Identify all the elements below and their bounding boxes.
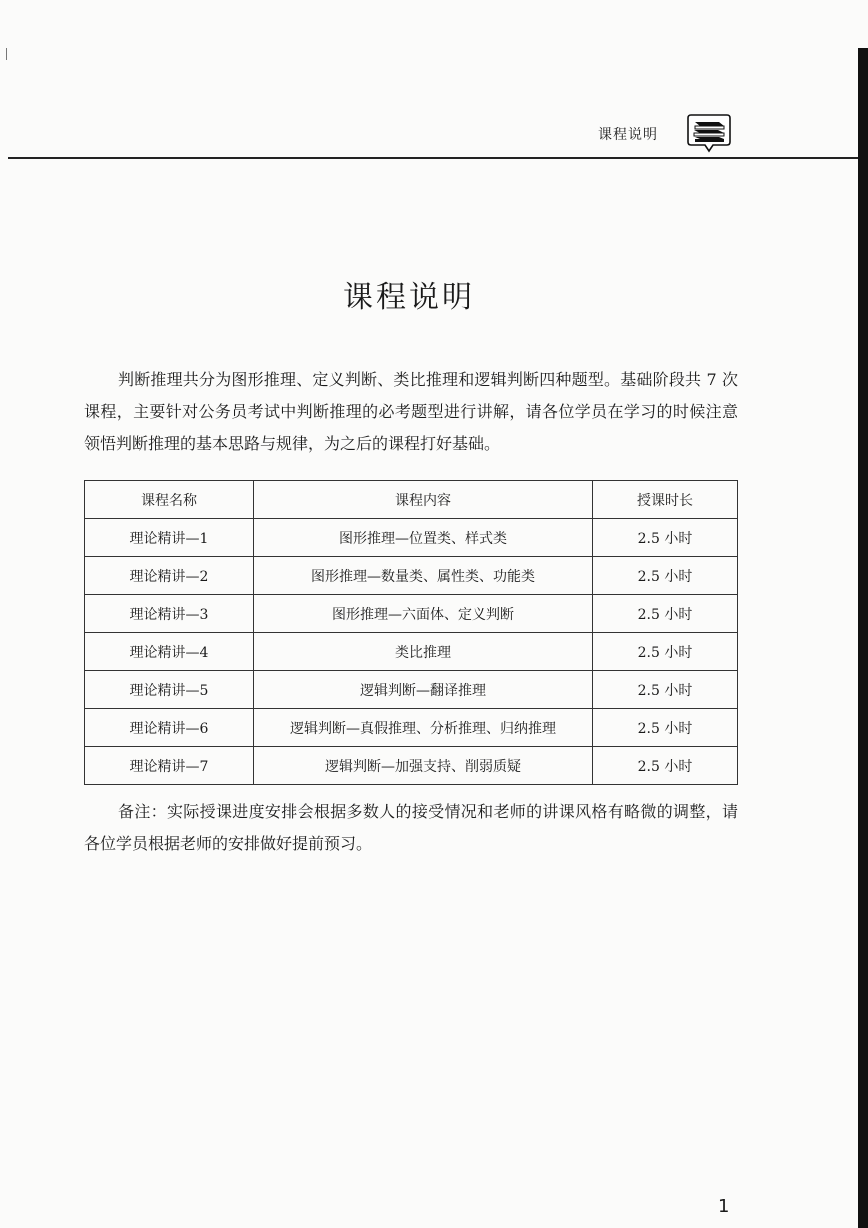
intro-paragraph: 判断推理共分为图形推理、定义判断、类比推理和逻辑判断四种题型。基础阶段共 7 次课程，主要针对公务员考试中判断推理的必考题型进行讲解，请各位学员在学习的时候注意领悟判断推理的基本思路与规律，为之后的课程打好基础。	[84, 370, 738, 453]
duration-cell: 2.5 小时	[593, 519, 738, 557]
course-table	[84, 480, 738, 785]
course-name-cell: 理论精讲—2	[85, 557, 254, 595]
course-content-cell: 图形推理—数量类、属性类、功能类	[254, 557, 593, 595]
course-name-cell: 理论精讲—6	[85, 709, 254, 747]
books-icon	[686, 112, 732, 154]
header-label: 课程说明	[598, 127, 658, 143]
duration-cell: 2.5 小时	[593, 709, 738, 747]
course-content-cell: 逻辑判断—翻译推理	[254, 671, 593, 709]
page-title: 课程说明	[343, 280, 475, 315]
table-header-row	[85, 481, 738, 519]
table-row	[85, 519, 738, 557]
header-rule	[8, 157, 858, 159]
duration-cell: 2.5 小时	[593, 671, 738, 709]
course-name-cell: 理论精讲—7	[85, 747, 254, 785]
course-content-cell: 图形推理—位置类、样式类	[254, 519, 593, 557]
column-header-duration: 授课时长	[593, 481, 738, 519]
course-content-cell: 逻辑判断—真假推理、分析推理、归纳推理	[254, 709, 593, 747]
running-header	[8, 108, 858, 160]
scan-edge	[858, 48, 868, 1228]
course-content-cell: 类比推理	[254, 633, 593, 671]
column-header-course-content: 课程内容	[254, 481, 593, 519]
duration-cell: 2.5 小时	[593, 747, 738, 785]
table-row	[85, 671, 738, 709]
note-paragraph: 备注：实际授课进度安排会根据多数人的接受情况和老师的讲课风格有略微的调整，请各位学员根据老师的安排做好提前预习。	[84, 802, 738, 853]
course-content-cell: 图形推理—六面体、定义判断	[254, 595, 593, 633]
course-name-cell: 理论精讲—1	[85, 519, 254, 557]
column-header-course-name: 课程名称	[85, 481, 254, 519]
duration-cell: 2.5 小时	[593, 557, 738, 595]
duration-cell: 2.5 小时	[593, 633, 738, 671]
table-row	[85, 557, 738, 595]
table-row	[85, 709, 738, 747]
page-number: 1	[718, 1196, 730, 1217]
table-row	[85, 633, 738, 671]
course-name-cell: 理论精讲—3	[85, 595, 254, 633]
course-content-cell: 逻辑判断—加强支持、削弱质疑	[254, 747, 593, 785]
table-row	[85, 747, 738, 785]
table-row	[85, 595, 738, 633]
duration-cell: 2.5 小时	[593, 595, 738, 633]
course-name-cell: 理论精讲—4	[85, 633, 254, 671]
course-name-cell: 理论精讲—5	[85, 671, 254, 709]
scan-mark	[6, 48, 7, 60]
